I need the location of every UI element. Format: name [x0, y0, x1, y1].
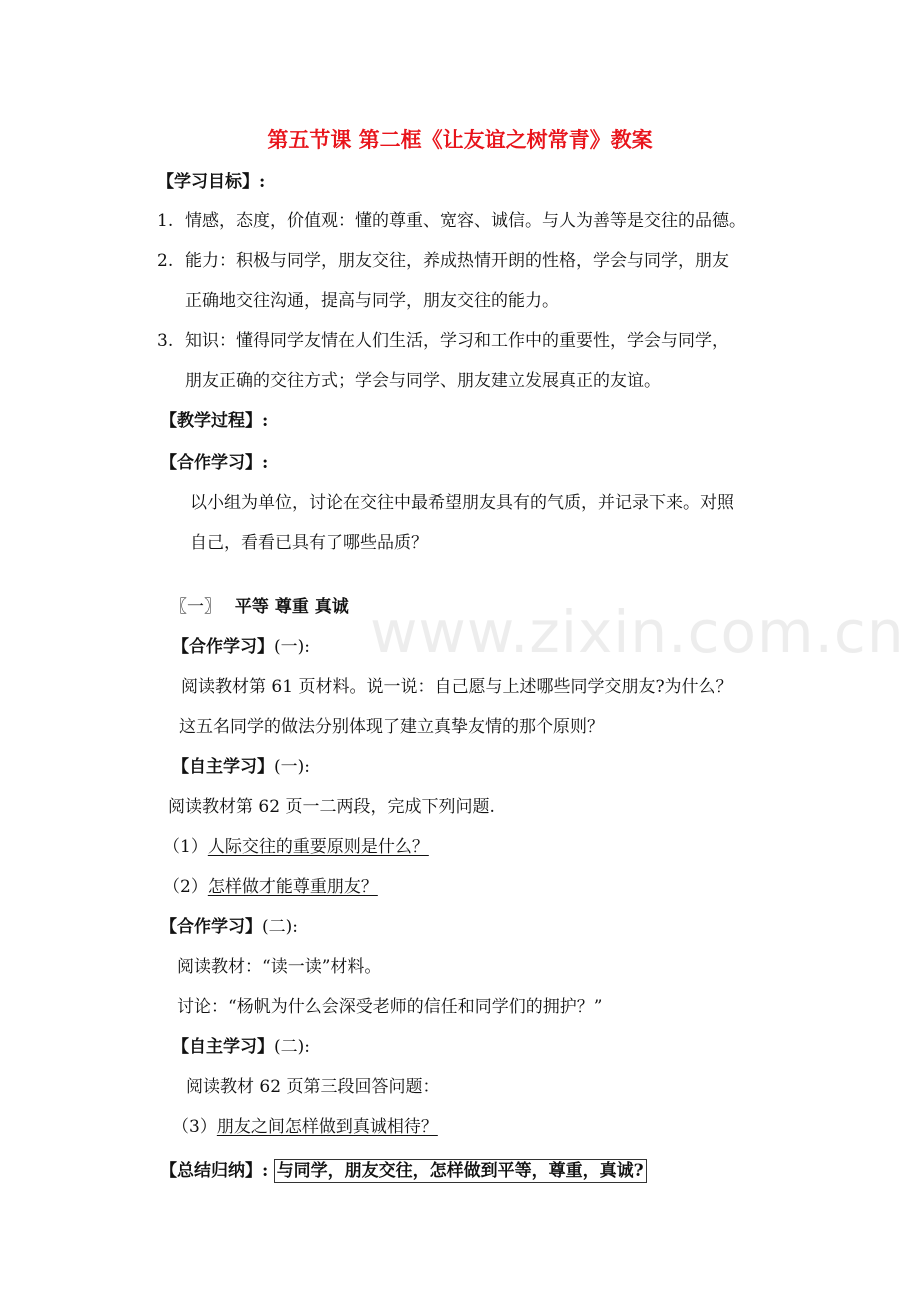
self-1-text: 阅读教材第 62 页一二两段，完成下列问题. — [168, 797, 495, 817]
question-1 — [163, 836, 429, 858]
goal-2-number: 2. — [157, 251, 174, 271]
question-1-number: （1） — [163, 837, 208, 857]
goal-3-text: 知识：懂得同学友情在人们生活，学习和工作中的重要性，学会与同学， — [185, 331, 729, 351]
watermark: www.zixin.com.cn — [370, 598, 905, 666]
goal-3-number: 3. — [157, 331, 174, 351]
goal-2-text: 能力：积极与同学，朋友交往，养成热情开朗的性格，学会与同学，朋友 — [185, 251, 729, 271]
question-1-text: 人际交往的重要原则是什么？ — [207, 837, 429, 857]
self-2-suffix: (二): — [274, 1037, 310, 1057]
self-2-heading: 【自主学习】 — [172, 1037, 274, 1057]
section-1-heading — [170, 596, 349, 618]
coop-1-heading-row — [172, 636, 310, 658]
coop-1-text: 阅读教材第 61 页材料。说一说：自己愿与上述哪些同学交朋友?为什么？ — [181, 677, 733, 697]
self-2-text: 阅读教材 62 页第三段回答问题： — [186, 1077, 440, 1097]
question-2 — [163, 876, 378, 898]
coop-1-suffix: (一): — [274, 637, 310, 657]
coop-intro-text: 以小组为单位，讨论在交往中最希望朋友具有的气质，并记录下来。对照 — [190, 493, 734, 513]
goal-3-text-continued: 朋友正确的交往方式；学会与同学、朋友建立发展真正的友谊。 — [185, 371, 661, 391]
document-title: 第五节课 第二框《让友谊之树常青》教案 — [267, 127, 653, 152]
coop-2-text: 阅读教材：“读一读”材料。 — [177, 957, 382, 977]
coop-intro-heading: 【合作学习】: — [160, 453, 269, 473]
goal-1-text: 情感，态度，价值观：懂的尊重、宽容、诚信。与人为善等是交往的品德。 — [185, 211, 746, 231]
question-2-number: （2） — [163, 877, 208, 897]
coop-1-text-continued: 这五名同学的做法分别体现了建立真挚友情的那个原则？ — [179, 717, 604, 737]
self-1-suffix: (一): — [274, 757, 310, 777]
coop-intro-text-continued: 自己，看看已具有了哪些品质？ — [190, 533, 428, 553]
question-3-number: （3） — [172, 1117, 217, 1137]
self-1-heading: 【自主学习】 — [172, 757, 274, 777]
coop-1-heading: 【合作学习】 — [172, 637, 274, 657]
summary-question-box: 与同学，朋友交往，怎样做到平等，尊重，真诚? — [274, 1159, 647, 1183]
goal-1-number: 1. — [157, 211, 174, 231]
question-3 — [172, 1116, 438, 1138]
coop-2-heading: 【合作学习】 — [160, 917, 262, 937]
section-1-bracket: 〖一〗 — [170, 597, 221, 617]
self-2-heading-row — [172, 1036, 310, 1058]
summary-row — [160, 1160, 647, 1182]
goal-2-text-continued: 正确地交往沟通，提高与同学，朋友交往的能力。 — [185, 291, 559, 311]
process-heading: 【教学过程】: — [160, 411, 269, 431]
self-1-heading-row — [172, 756, 310, 778]
summary-heading: 【总结归纳】: — [160, 1161, 269, 1181]
coop-2-suffix: (二): — [262, 917, 298, 937]
section-1-title: 平等 尊重 真诚 — [234, 597, 349, 617]
question-3-text: 朋友之间怎样做到真诚相待？ — [216, 1117, 438, 1137]
coop-2-heading-row — [160, 916, 298, 938]
question-2-text: 怎样做才能尊重朋友？ — [207, 877, 378, 897]
coop-2-discussion: 讨论：“杨帆为什么会深受老师的信任和同学们的拥护？” — [177, 997, 603, 1017]
goals-heading: 【学习目标】: — [157, 172, 266, 192]
